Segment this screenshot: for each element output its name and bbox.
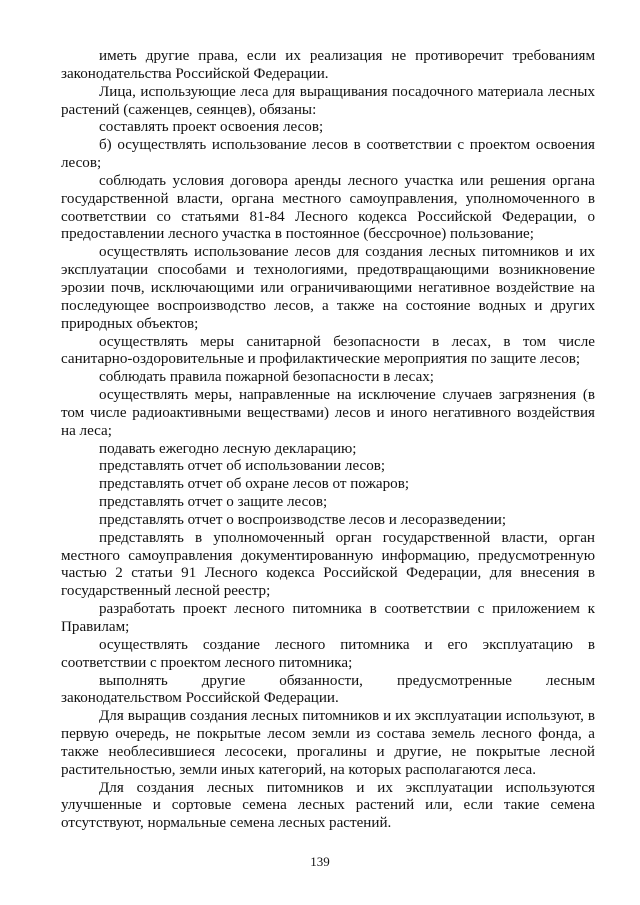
paragraph: осуществлять создание лесного питомника и его эксплуатацию в соответствии с проектом лесного питомника; (61, 636, 595, 671)
paragraph: осуществлять использование лесов для создания лесных питомников и их эксплуатации способами и технологиями, предотвращающими возникновение эрозии почв, исключающими или ограничивающими негативное воздействие на последующее воспроизводство лесов, а также на состояние водных и других природных объектов; (61, 244, 595, 332)
paragraph: разработать проект лесного питомника в соответствии с приложением к Правилам; (61, 601, 595, 635)
paragraph: представлять отчет о воспроизводстве лесов и лесоразведении; (99, 511, 507, 528)
paragraph: осуществлять меры санитарной безопасности в лесах, в том числе санитарно-оздоровительные и профилактические мероприятия по защите лесов; (61, 333, 595, 368)
paragraph: подавать ежегодно лесную декларацию; (99, 440, 357, 457)
paragraph: осуществлять меры, направленные на исключение случаев загрязнения (в том числе радиоактивными веществами) лесов и иного негативного воздействия на леса; (61, 387, 595, 439)
paragraph: Для выращив создания лесных питомников и их эксплуатации используют, в первую очередь, не покрытые лесом земли из состава земель лесного фонда, а также необлесившиеся лесосеки, прогалины и другие, не покрытые лесной растительностью, земли иных категорий, на которых располагаются леса. (61, 708, 595, 778)
page-number: 139 (310, 854, 330, 869)
paragraph: представлять в уполномоченный орган государственной власти, орган местного самоуправления документированную информацию, предусмотренную частью 2 статьи 91 Лесного кодекса Российской Федерации, для внесения в государственный лесной реестр; (61, 529, 595, 600)
paragraph: представлять отчет о защите лесов; (99, 494, 328, 511)
paragraph: соблюдать правила пожарной безопасности в лесах; (99, 369, 435, 386)
paragraph: представлять отчет об охране лесов от пожаров; (99, 476, 410, 493)
paragraph: Лица, использующие леса для выращивания посадочного материала лесных растений (саженцев, сеянцев), обязаны: (61, 83, 595, 118)
document-body (61, 48, 595, 833)
paragraph: иметь другие права, если их реализация не противоречит требованиям законодательства Российской Федерации. (61, 48, 595, 82)
paragraph: составлять проект освоения лесов; (99, 119, 324, 136)
paragraph: Для создания лесных питомников и их эксплуатации используются улучшенные и сортовые семена лесных растений или, если такие семена отсутствуют, нормальные семена лесных растений. (61, 779, 595, 832)
paragraph: представлять отчет об использовании лесов; (99, 458, 386, 475)
paragraph: соблюдать условия договора аренды лесного участка или решения органа государственной власти, органа местного самоуправления, уполномоченного в соответствии со статьями 81-84 Лесного кодекса Российской Федерации, о предоставлении лесного участка в постоянное (бессрочное) пользование; (61, 172, 595, 243)
paragraph: выполнять другие обязанности, предусмотренные лесным законодательством Российской Федерации. (61, 672, 595, 707)
paragraph: б) осуществлять использование лесов в соответствии с проектом освоения лесов; (61, 137, 595, 172)
